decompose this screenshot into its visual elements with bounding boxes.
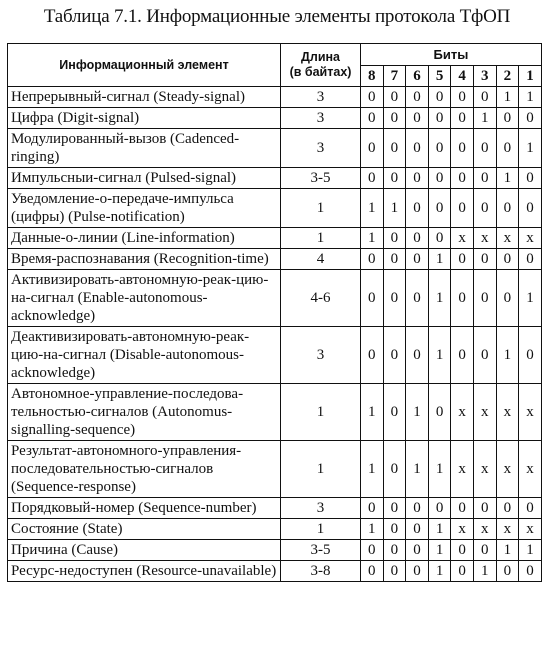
bit-cell: 0 xyxy=(383,540,406,561)
element-name-cell: Уведомление-о-передаче-импульса (цифры) (Pulse-notification) xyxy=(8,189,281,228)
bit-cell: 1 xyxy=(473,561,496,582)
bit-cell: 1 xyxy=(496,540,519,561)
bit-cell: 0 xyxy=(428,228,451,249)
bit-cell: 0 xyxy=(473,327,496,384)
table-row xyxy=(8,189,542,228)
bit-cell: 0 xyxy=(451,168,474,189)
bit-cell: 0 xyxy=(428,108,451,129)
header-length-line1: Длина xyxy=(300,50,341,64)
bit-cell: 0 xyxy=(519,249,542,270)
header-bit-8: 8 xyxy=(361,66,384,87)
bit-cell: 0 xyxy=(361,561,384,582)
bit-cell: 0 xyxy=(473,87,496,108)
bit-cell: 0 xyxy=(496,498,519,519)
header-bit-7: 7 xyxy=(383,66,406,87)
bit-cell: x xyxy=(451,519,474,540)
bit-cell: 0 xyxy=(473,129,496,168)
table-row xyxy=(8,519,542,540)
table-row xyxy=(8,228,542,249)
bit-cell: 1 xyxy=(361,384,384,441)
bit-cell: 0 xyxy=(451,561,474,582)
bit-cell: 0 xyxy=(519,168,542,189)
info-elements-table xyxy=(7,43,542,582)
bit-cell: 0 xyxy=(383,108,406,129)
bit-cell: 0 xyxy=(383,384,406,441)
length-cell: 4-6 xyxy=(281,270,361,327)
length-cell: 3-5 xyxy=(281,168,361,189)
bit-cell: 1 xyxy=(428,249,451,270)
bit-cell: 1 xyxy=(428,270,451,327)
bit-cell: 0 xyxy=(473,189,496,228)
bit-cell: 0 xyxy=(406,189,429,228)
bit-cell: x xyxy=(519,228,542,249)
length-cell: 3 xyxy=(281,327,361,384)
element-name-cell: Порядковый-номер (Sequence-number) xyxy=(8,498,281,519)
table-row xyxy=(8,249,542,270)
table-row xyxy=(8,108,542,129)
header-bit-6: 6 xyxy=(406,66,429,87)
bit-cell: 0 xyxy=(519,108,542,129)
bit-cell: 0 xyxy=(361,540,384,561)
bit-cell: 1 xyxy=(428,519,451,540)
header-element: Информационный элемент xyxy=(8,44,281,87)
length-cell: 3 xyxy=(281,498,361,519)
bit-cell: x xyxy=(451,384,474,441)
header-length-line2: (в байтах) xyxy=(289,65,352,79)
bit-cell: x xyxy=(473,384,496,441)
bit-cell: 0 xyxy=(383,561,406,582)
bit-cell: 0 xyxy=(473,168,496,189)
bit-cell: 1 xyxy=(406,441,429,498)
element-name-cell: Время-распознавания (Recognition-time) xyxy=(8,249,281,270)
table-row xyxy=(8,498,542,519)
bit-cell: 1 xyxy=(496,327,519,384)
bit-cell: 0 xyxy=(406,540,429,561)
bit-cell: 0 xyxy=(361,168,384,189)
bit-cell: x xyxy=(473,228,496,249)
table-row xyxy=(8,540,542,561)
bit-cell: 1 xyxy=(361,189,384,228)
table-row xyxy=(8,327,542,384)
bit-cell: 0 xyxy=(428,87,451,108)
bit-cell: 0 xyxy=(361,249,384,270)
bit-cell: 0 xyxy=(473,540,496,561)
bit-cell: 0 xyxy=(519,327,542,384)
bit-cell: 0 xyxy=(496,561,519,582)
bit-cell: x xyxy=(496,384,519,441)
bit-cell: 0 xyxy=(383,168,406,189)
bit-cell: 1 xyxy=(406,384,429,441)
bit-cell: 0 xyxy=(383,327,406,384)
header-bit-3: 3 xyxy=(473,66,496,87)
bit-cell: 0 xyxy=(451,87,474,108)
bit-cell: 0 xyxy=(361,108,384,129)
bit-cell: 1 xyxy=(361,441,384,498)
table-row xyxy=(8,270,542,327)
element-name-cell: Непрерывный-сигнал (Steady-signal) xyxy=(8,87,281,108)
bit-cell: 0 xyxy=(361,327,384,384)
bit-cell: 0 xyxy=(383,519,406,540)
bit-cell: 0 xyxy=(451,498,474,519)
bit-cell: 0 xyxy=(473,270,496,327)
element-name-cell: Активизировать-автономную-реак-цию-на-сигнал (Enable-autonomous-acknowledge) xyxy=(8,270,281,327)
bit-cell: x xyxy=(473,441,496,498)
bit-cell: 0 xyxy=(406,561,429,582)
bit-cell: 0 xyxy=(406,129,429,168)
element-name-cell: Данные-о-линии (Line-information) xyxy=(8,228,281,249)
header-length xyxy=(281,44,361,87)
length-cell: 3-5 xyxy=(281,540,361,561)
bit-cell: x xyxy=(519,384,542,441)
table-row xyxy=(8,129,542,168)
bit-cell: 0 xyxy=(496,249,519,270)
element-name-cell: Модулированный-вызов (Cadenced-ringing) xyxy=(8,129,281,168)
bit-cell: x xyxy=(519,441,542,498)
bit-cell: 0 xyxy=(451,108,474,129)
bit-cell: 1 xyxy=(519,540,542,561)
bit-cell: x xyxy=(473,519,496,540)
bit-cell: 0 xyxy=(406,327,429,384)
header-bit-1: 1 xyxy=(519,66,542,87)
bit-cell: x xyxy=(451,228,474,249)
bit-cell: 0 xyxy=(383,441,406,498)
bit-cell: 0 xyxy=(519,189,542,228)
bit-cell: 0 xyxy=(383,228,406,249)
bit-cell: 1 xyxy=(496,168,519,189)
bit-cell: 0 xyxy=(428,189,451,228)
bit-cell: 0 xyxy=(428,129,451,168)
bit-cell: 0 xyxy=(496,108,519,129)
bit-cell: 1 xyxy=(428,441,451,498)
element-name-cell: Автономное-управление-последова-тельностью-сигналов (Autonomus-signalling-sequence) xyxy=(8,384,281,441)
table-row xyxy=(8,561,542,582)
table-row xyxy=(8,87,542,108)
element-name-cell: Цифра (Digit-signal) xyxy=(8,108,281,129)
table-row xyxy=(8,168,542,189)
table-caption: Таблица 7.1. Информационные элементы протокола ТфОП xyxy=(43,6,511,27)
length-cell: 1 xyxy=(281,189,361,228)
length-cell: 4 xyxy=(281,249,361,270)
length-cell: 3 xyxy=(281,129,361,168)
bit-cell: x xyxy=(451,441,474,498)
bit-cell: 1 xyxy=(361,519,384,540)
length-cell: 1 xyxy=(281,519,361,540)
bit-cell: 0 xyxy=(496,270,519,327)
element-name-cell: Результат-автономного-управления-последовательностью-сигналов (Sequence-response) xyxy=(8,441,281,498)
bit-cell: 0 xyxy=(361,87,384,108)
length-cell: 1 xyxy=(281,384,361,441)
bit-cell: 0 xyxy=(451,327,474,384)
header-bits: Биты xyxy=(361,44,542,66)
bit-cell: 0 xyxy=(451,540,474,561)
bit-cell: 0 xyxy=(519,498,542,519)
length-cell: 1 xyxy=(281,228,361,249)
bit-cell: 1 xyxy=(428,561,451,582)
bit-cell: 0 xyxy=(383,129,406,168)
bit-cell: 0 xyxy=(383,498,406,519)
element-name-cell: Деактивизировать-автономную-реак-цию-на-сигнал (Disable-autonomous-acknowledge) xyxy=(8,327,281,384)
length-cell: 1 xyxy=(281,441,361,498)
bit-cell: 0 xyxy=(473,249,496,270)
element-name-cell: Причина (Cause) xyxy=(8,540,281,561)
bit-cell: 0 xyxy=(383,249,406,270)
bit-cell: 0 xyxy=(451,270,474,327)
bit-cell: 1 xyxy=(519,129,542,168)
bit-cell: 1 xyxy=(519,270,542,327)
bit-cell: 0 xyxy=(361,129,384,168)
table-row xyxy=(8,384,542,441)
bit-cell: 1 xyxy=(519,87,542,108)
bit-cell: 1 xyxy=(428,540,451,561)
element-name-cell: Ресурс-недоступен (Resource-unavailable) xyxy=(8,561,281,582)
bit-cell: 0 xyxy=(361,498,384,519)
bit-cell: 0 xyxy=(496,189,519,228)
bit-cell: 0 xyxy=(451,249,474,270)
bit-cell: 0 xyxy=(473,498,496,519)
bit-cell: 0 xyxy=(428,498,451,519)
bit-cell: x xyxy=(519,519,542,540)
bit-cell: 0 xyxy=(406,519,429,540)
bit-cell: 0 xyxy=(406,270,429,327)
header-bit-4: 4 xyxy=(451,66,474,87)
bit-cell: 1 xyxy=(361,228,384,249)
header-bit-5: 5 xyxy=(428,66,451,87)
bit-cell: 0 xyxy=(406,108,429,129)
bit-cell: 0 xyxy=(383,87,406,108)
length-cell: 3 xyxy=(281,108,361,129)
length-cell: 3-8 xyxy=(281,561,361,582)
length-cell: 3 xyxy=(281,87,361,108)
bit-cell: x xyxy=(496,519,519,540)
bit-cell: 1 xyxy=(383,189,406,228)
header-bit-2: 2 xyxy=(496,66,519,87)
element-name-cell: Импульсныи-сигнал (Pulsed-signal) xyxy=(8,168,281,189)
bit-cell: 0 xyxy=(406,87,429,108)
bit-cell: 1 xyxy=(473,108,496,129)
bit-cell: 0 xyxy=(451,189,474,228)
bit-cell: 0 xyxy=(428,168,451,189)
bit-cell: x xyxy=(496,228,519,249)
bit-cell: 0 xyxy=(383,270,406,327)
bit-cell: x xyxy=(496,441,519,498)
element-name-cell: Состояние (State) xyxy=(8,519,281,540)
table-row xyxy=(8,441,542,498)
bit-cell: 0 xyxy=(361,270,384,327)
bit-cell: 0 xyxy=(428,384,451,441)
bit-cell: 0 xyxy=(496,129,519,168)
bit-cell: 1 xyxy=(428,327,451,384)
bit-cell: 0 xyxy=(406,168,429,189)
bit-cell: 0 xyxy=(451,129,474,168)
bit-cell: 0 xyxy=(406,498,429,519)
bit-cell: 0 xyxy=(406,249,429,270)
bit-cell: 0 xyxy=(519,561,542,582)
bit-cell: 1 xyxy=(496,87,519,108)
bit-cell: 0 xyxy=(406,228,429,249)
